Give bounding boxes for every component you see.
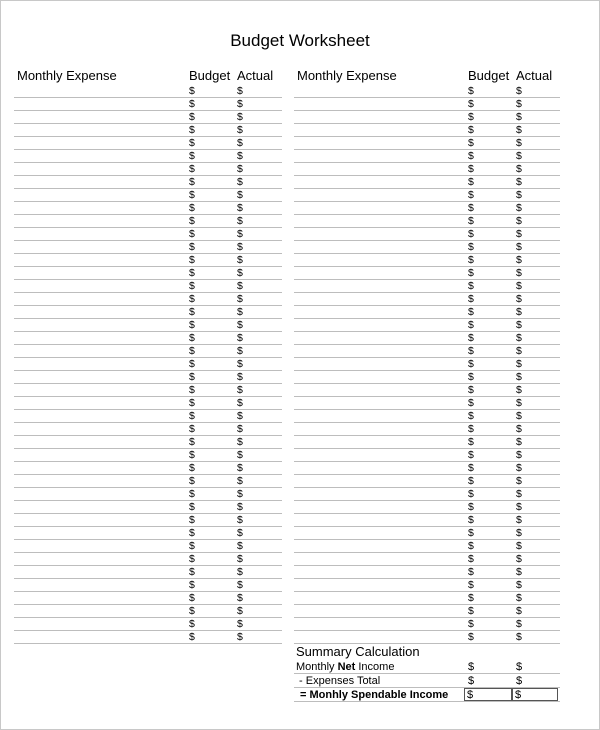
left-expense-row[interactable] xyxy=(14,202,282,215)
left-actual-cell[interactable]: $ xyxy=(237,436,243,448)
left-budget-cell[interactable]: $ xyxy=(189,163,195,175)
right-expense-row[interactable] xyxy=(294,566,560,579)
summary-spendable-row xyxy=(294,689,560,702)
right-budget-cell[interactable]: $ xyxy=(468,176,474,188)
right-actual-cell[interactable]: $ xyxy=(516,228,522,240)
left-expense-row[interactable] xyxy=(14,514,282,527)
right-expense-row[interactable] xyxy=(294,137,560,150)
left-expense-row[interactable] xyxy=(14,137,282,150)
left-budget-cell[interactable]: $ xyxy=(189,280,195,292)
spendable-income-label: = Monhly Spendable Income xyxy=(300,689,449,701)
left-budget-cell[interactable]: $ xyxy=(189,228,195,240)
right-budget-cell[interactable]: $ xyxy=(468,332,474,344)
right-budget-cell[interactable]: $ xyxy=(468,475,474,487)
left-expense-row[interactable] xyxy=(14,592,282,605)
right-expense-row[interactable] xyxy=(294,579,560,592)
right-budget-cell[interactable]: $ xyxy=(468,98,474,110)
left-expense-row[interactable] xyxy=(14,618,282,631)
left-expense-row[interactable] xyxy=(14,371,282,384)
right-actual-cell[interactable]: $ xyxy=(516,241,522,253)
left-budget-cell[interactable]: $ xyxy=(189,605,195,617)
left-budget-cell[interactable]: $ xyxy=(189,475,195,487)
left-actual-cell[interactable]: $ xyxy=(237,176,243,188)
right-actual-cell[interactable]: $ xyxy=(516,397,522,409)
right-actual-cell[interactable]: $ xyxy=(516,137,522,149)
left-budget-cell[interactable]: $ xyxy=(189,254,195,266)
right-expense-row[interactable] xyxy=(294,280,560,293)
left-expense-row[interactable] xyxy=(14,254,282,267)
right-expense-header: Monthly Expense xyxy=(297,68,397,83)
left-actual-cell[interactable]: $ xyxy=(237,540,243,552)
left-budget-cell[interactable]: $ xyxy=(189,345,195,357)
right-actual-cell[interactable]: $ xyxy=(516,449,522,461)
right-budget-cell[interactable]: $ xyxy=(468,85,474,97)
left-expense-row[interactable] xyxy=(14,475,282,488)
right-expense-row[interactable] xyxy=(294,124,560,137)
right-actual-cell[interactable]: $ xyxy=(516,111,522,123)
right-actual-cell[interactable]: $ xyxy=(516,358,522,370)
left-expense-row[interactable] xyxy=(14,150,282,163)
page-title: Budget Worksheet xyxy=(230,31,370,50)
left-expense-header: Monthly Expense xyxy=(17,68,117,83)
right-expense-row[interactable] xyxy=(294,150,560,163)
left-actual-cell[interactable]: $ xyxy=(237,501,243,513)
left-actual-cell[interactable]: $ xyxy=(237,384,243,396)
left-budget-cell[interactable]: $ xyxy=(189,488,195,500)
left-budget-cell[interactable]: $ xyxy=(189,553,195,565)
right-expense-row[interactable] xyxy=(294,176,560,189)
left-budget-cell[interactable]: $ xyxy=(189,150,195,162)
right-budget-cell[interactable]: $ xyxy=(468,371,474,383)
right-budget-cell[interactable]: $ xyxy=(468,215,474,227)
left-expense-table xyxy=(14,68,282,644)
left-budget-cell[interactable]: $ xyxy=(189,202,195,214)
right-expense-row[interactable] xyxy=(294,371,560,384)
right-expense-row[interactable] xyxy=(294,189,560,202)
right-actual-cell[interactable]: $ xyxy=(516,540,522,552)
right-budget-cell[interactable]: $ xyxy=(468,605,474,617)
right-budget-cell[interactable]: $ xyxy=(468,345,474,357)
left-table-rows xyxy=(14,85,282,644)
right-expense-row[interactable] xyxy=(294,111,560,124)
left-expense-row[interactable] xyxy=(14,436,282,449)
left-budget-cell[interactable]: $ xyxy=(189,527,195,539)
left-budget-cell[interactable]: $ xyxy=(189,319,195,331)
left-budget-cell[interactable]: $ xyxy=(189,540,195,552)
left-budget-cell[interactable]: $ xyxy=(189,358,195,370)
right-budget-cell[interactable]: $ xyxy=(468,358,474,370)
right-expense-row[interactable] xyxy=(294,527,560,540)
left-expense-row[interactable] xyxy=(14,85,282,98)
right-budget-cell[interactable]: $ xyxy=(468,553,474,565)
left-expense-row[interactable] xyxy=(14,332,282,345)
left-actual-cell[interactable]: $ xyxy=(237,605,243,617)
right-expense-row[interactable] xyxy=(294,241,560,254)
right-expense-row[interactable] xyxy=(294,85,560,98)
right-expense-row[interactable] xyxy=(294,202,560,215)
right-actual-cell[interactable]: $ xyxy=(516,124,522,136)
right-expense-table xyxy=(294,68,560,644)
right-budget-cell[interactable]: $ xyxy=(468,202,474,214)
right-budget-cell[interactable]: $ xyxy=(468,631,474,643)
left-actual-cell[interactable]: $ xyxy=(237,475,243,487)
right-expense-row[interactable] xyxy=(294,254,560,267)
left-actual-cell[interactable]: $ xyxy=(237,228,243,240)
right-actual-cell[interactable]: $ xyxy=(516,631,522,643)
left-expense-row[interactable] xyxy=(14,527,282,540)
right-actual-cell[interactable]: $ xyxy=(516,618,522,630)
right-expense-row[interactable] xyxy=(294,462,560,475)
left-budget-cell[interactable]: $ xyxy=(189,410,195,422)
right-actual-cell[interactable]: $ xyxy=(516,592,522,604)
left-expense-row[interactable] xyxy=(14,540,282,553)
right-expense-row[interactable] xyxy=(294,163,560,176)
right-expense-row[interactable] xyxy=(294,592,560,605)
left-expense-row[interactable] xyxy=(14,579,282,592)
left-expense-row[interactable] xyxy=(14,319,282,332)
right-budget-cell[interactable]: $ xyxy=(468,397,474,409)
left-expense-row[interactable] xyxy=(14,111,282,124)
right-expense-row[interactable] xyxy=(294,306,560,319)
right-actual-header: Actual xyxy=(516,68,553,83)
left-actual-cell[interactable]: $ xyxy=(237,423,243,435)
right-actual-cell[interactable]: $ xyxy=(516,488,522,500)
left-expense-row[interactable] xyxy=(14,410,282,423)
right-expense-row[interactable] xyxy=(294,618,560,631)
right-expense-row[interactable] xyxy=(294,475,560,488)
right-actual-cell[interactable]: $ xyxy=(516,306,522,318)
right-actual-cell[interactable]: $ xyxy=(516,475,522,487)
left-actual-cell[interactable]: $ xyxy=(237,592,243,604)
left-expense-row[interactable] xyxy=(14,306,282,319)
right-actual-cell[interactable]: $ xyxy=(516,605,522,617)
right-table-header xyxy=(294,68,560,84)
left-budget-cell[interactable]: $ xyxy=(189,306,195,318)
right-budget-cell[interactable]: $ xyxy=(468,540,474,552)
right-actual-cell[interactable]: $ xyxy=(516,215,522,227)
right-expense-row[interactable] xyxy=(294,215,560,228)
right-expense-row[interactable] xyxy=(294,267,560,280)
right-budget-cell[interactable]: $ xyxy=(468,618,474,630)
right-budget-cell[interactable]: $ xyxy=(468,319,474,331)
right-actual-cell[interactable]: $ xyxy=(516,163,522,175)
left-budget-cell[interactable]: $ xyxy=(189,631,195,643)
spendable-actual-cell[interactable]: $ xyxy=(515,689,522,701)
right-actual-cell[interactable]: $ xyxy=(516,384,522,396)
left-actual-cell[interactable]: $ xyxy=(237,189,243,201)
left-actual-cell[interactable]: $ xyxy=(237,98,243,110)
left-budget-cell[interactable]: $ xyxy=(189,215,195,227)
left-actual-cell[interactable]: $ xyxy=(237,267,243,279)
right-expense-row[interactable] xyxy=(294,540,560,553)
left-actual-cell[interactable]: $ xyxy=(237,137,243,149)
right-budget-cell[interactable]: $ xyxy=(468,592,474,604)
left-actual-cell[interactable]: $ xyxy=(237,566,243,578)
left-actual-cell[interactable]: $ xyxy=(237,553,243,565)
left-expense-row[interactable] xyxy=(14,215,282,228)
right-expense-row[interactable] xyxy=(294,631,560,644)
net-income-label: Monthly Net Income xyxy=(296,661,395,673)
left-actual-cell[interactable]: $ xyxy=(237,241,243,253)
left-budget-cell[interactable]: $ xyxy=(189,436,195,448)
right-actual-cell[interactable]: $ xyxy=(516,189,522,201)
left-budget-cell[interactable]: $ xyxy=(189,592,195,604)
right-budget-cell[interactable]: $ xyxy=(468,501,474,513)
right-actual-cell[interactable]: $ xyxy=(516,566,522,578)
right-expense-row[interactable] xyxy=(294,488,560,501)
left-budget-cell[interactable]: $ xyxy=(189,514,195,526)
right-actual-cell[interactable]: $ xyxy=(516,527,522,539)
left-budget-cell[interactable]: $ xyxy=(189,371,195,383)
left-actual-cell[interactable]: $ xyxy=(237,293,243,305)
right-budget-header: Budget xyxy=(468,68,510,83)
summary-calculation xyxy=(294,644,560,702)
left-expense-row[interactable] xyxy=(14,163,282,176)
right-budget-cell[interactable]: $ xyxy=(468,579,474,591)
left-actual-cell[interactable]: $ xyxy=(237,488,243,500)
left-expense-row[interactable] xyxy=(14,358,282,371)
left-actual-cell[interactable]: $ xyxy=(237,358,243,370)
left-expense-row[interactable] xyxy=(14,553,282,566)
right-budget-cell[interactable]: $ xyxy=(468,449,474,461)
left-budget-header: Budget xyxy=(189,68,231,83)
right-budget-cell[interactable]: $ xyxy=(468,254,474,266)
left-budget-cell[interactable]: $ xyxy=(189,111,195,123)
left-budget-cell[interactable]: $ xyxy=(189,293,195,305)
left-actual-cell[interactable]: $ xyxy=(237,371,243,383)
right-actual-cell[interactable]: $ xyxy=(516,501,522,513)
left-actual-cell[interactable]: $ xyxy=(237,202,243,214)
right-expense-row[interactable] xyxy=(294,228,560,241)
right-actual-cell[interactable]: $ xyxy=(516,371,522,383)
right-budget-cell[interactable]: $ xyxy=(468,293,474,305)
right-budget-cell[interactable]: $ xyxy=(468,163,474,175)
summary-expenses-row xyxy=(294,675,560,688)
right-budget-cell[interactable]: $ xyxy=(468,241,474,253)
left-budget-cell[interactable]: $ xyxy=(189,332,195,344)
right-budget-cell[interactable]: $ xyxy=(468,436,474,448)
left-budget-cell[interactable]: $ xyxy=(189,137,195,149)
right-expense-row[interactable] xyxy=(294,553,560,566)
right-expense-row[interactable] xyxy=(294,605,560,618)
left-actual-cell[interactable]: $ xyxy=(237,397,243,409)
right-actual-cell[interactable]: $ xyxy=(516,345,522,357)
right-actual-cell[interactable]: $ xyxy=(516,280,522,292)
right-budget-cell[interactable]: $ xyxy=(468,423,474,435)
right-actual-cell[interactable]: $ xyxy=(516,202,522,214)
right-budget-cell[interactable]: $ xyxy=(468,111,474,123)
right-actual-cell[interactable]: $ xyxy=(516,514,522,526)
right-expense-row[interactable] xyxy=(294,345,560,358)
left-actual-cell[interactable]: $ xyxy=(237,124,243,136)
right-actual-cell[interactable]: $ xyxy=(516,150,522,162)
left-expense-row[interactable] xyxy=(14,384,282,397)
spendable-budget-cell[interactable]: $ xyxy=(467,689,474,701)
net-income-actual-cell[interactable]: $ xyxy=(516,661,523,673)
left-actual-cell[interactable]: $ xyxy=(237,215,243,227)
right-actual-cell[interactable]: $ xyxy=(516,423,522,435)
left-actual-cell[interactable]: $ xyxy=(237,319,243,331)
right-table-rows xyxy=(294,85,560,644)
left-budget-cell[interactable]: $ xyxy=(189,124,195,136)
left-expense-row[interactable] xyxy=(14,397,282,410)
right-budget-cell[interactable]: $ xyxy=(468,410,474,422)
left-budget-cell[interactable]: $ xyxy=(189,501,195,513)
right-budget-cell[interactable]: $ xyxy=(468,137,474,149)
right-actual-cell[interactable]: $ xyxy=(516,332,522,344)
summary-title: Summary Calculation xyxy=(296,644,420,659)
right-budget-cell[interactable]: $ xyxy=(468,306,474,318)
right-actual-cell[interactable]: $ xyxy=(516,436,522,448)
left-actual-cell[interactable]: $ xyxy=(237,462,243,474)
net-income-budget-cell[interactable]: $ xyxy=(468,661,475,673)
right-budget-cell[interactable]: $ xyxy=(468,189,474,201)
right-expense-row[interactable] xyxy=(294,423,560,436)
right-budget-cell[interactable]: $ xyxy=(468,462,474,474)
left-table-header xyxy=(14,68,282,84)
right-expense-row[interactable] xyxy=(294,397,560,410)
left-actual-cell[interactable]: $ xyxy=(237,449,243,461)
right-expense-row[interactable] xyxy=(294,410,560,423)
left-actual-cell[interactable]: $ xyxy=(237,85,243,97)
right-expense-row[interactable] xyxy=(294,293,560,306)
expenses-total-actual-cell[interactable]: $ xyxy=(516,675,523,687)
right-expense-row[interactable] xyxy=(294,449,560,462)
left-actual-cell[interactable]: $ xyxy=(237,306,243,318)
right-expense-row[interactable] xyxy=(294,319,560,332)
right-budget-cell[interactable]: $ xyxy=(468,514,474,526)
left-expense-row[interactable] xyxy=(14,605,282,618)
left-expense-row[interactable] xyxy=(14,462,282,475)
left-budget-cell[interactable]: $ xyxy=(189,397,195,409)
right-budget-cell[interactable]: $ xyxy=(468,566,474,578)
left-expense-row[interactable] xyxy=(14,267,282,280)
left-budget-cell[interactable]: $ xyxy=(189,618,195,630)
left-actual-cell[interactable]: $ xyxy=(237,631,243,643)
expenses-total-label: - Expenses Total xyxy=(296,675,381,687)
right-budget-cell[interactable]: $ xyxy=(468,384,474,396)
left-expense-row[interactable] xyxy=(14,228,282,241)
expenses-total-budget-cell[interactable]: $ xyxy=(468,675,475,687)
right-actual-cell[interactable]: $ xyxy=(516,319,522,331)
right-expense-row[interactable] xyxy=(294,501,560,514)
left-expense-row[interactable] xyxy=(14,631,282,644)
left-budget-cell[interactable]: $ xyxy=(189,98,195,110)
left-actual-header: Actual xyxy=(237,68,274,83)
right-expense-row[interactable] xyxy=(294,98,560,111)
left-actual-cell[interactable]: $ xyxy=(237,332,243,344)
left-budget-cell[interactable]: $ xyxy=(189,566,195,578)
left-expense-row[interactable] xyxy=(14,449,282,462)
right-actual-cell[interactable]: $ xyxy=(516,410,522,422)
left-expense-row[interactable] xyxy=(14,293,282,306)
summary-net-income-row xyxy=(294,661,560,674)
left-budget-cell[interactable]: $ xyxy=(189,384,195,396)
left-actual-cell[interactable]: $ xyxy=(237,579,243,591)
left-actual-cell[interactable]: $ xyxy=(237,150,243,162)
right-budget-cell[interactable]: $ xyxy=(468,228,474,240)
left-budget-cell[interactable]: $ xyxy=(189,267,195,279)
right-actual-cell[interactable]: $ xyxy=(516,176,522,188)
right-actual-cell[interactable]: $ xyxy=(516,254,522,266)
left-expense-row[interactable] xyxy=(14,98,282,111)
left-budget-cell[interactable]: $ xyxy=(189,241,195,253)
left-actual-cell[interactable]: $ xyxy=(237,514,243,526)
left-expense-row[interactable] xyxy=(14,423,282,436)
left-budget-cell[interactable]: $ xyxy=(189,176,195,188)
right-budget-cell[interactable]: $ xyxy=(468,267,474,279)
left-expense-row[interactable] xyxy=(14,189,282,202)
left-budget-cell[interactable]: $ xyxy=(189,423,195,435)
right-budget-cell[interactable]: $ xyxy=(468,488,474,500)
left-expense-row[interactable] xyxy=(14,501,282,514)
right-budget-cell[interactable]: $ xyxy=(468,280,474,292)
right-actual-cell[interactable]: $ xyxy=(516,85,522,97)
left-budget-cell[interactable]: $ xyxy=(189,85,195,97)
left-actual-cell[interactable]: $ xyxy=(237,254,243,266)
right-actual-cell[interactable]: $ xyxy=(516,98,522,110)
left-expense-row[interactable] xyxy=(14,176,282,189)
left-expense-row[interactable] xyxy=(14,566,282,579)
right-budget-cell[interactable]: $ xyxy=(468,124,474,136)
left-actual-cell[interactable]: $ xyxy=(237,280,243,292)
left-budget-cell[interactable]: $ xyxy=(189,579,195,591)
right-actual-cell[interactable]: $ xyxy=(516,553,522,565)
left-expense-row[interactable] xyxy=(14,241,282,254)
right-expense-row[interactable] xyxy=(294,436,560,449)
right-expense-row[interactable] xyxy=(294,358,560,371)
right-expense-row[interactable] xyxy=(294,332,560,345)
left-actual-cell[interactable]: $ xyxy=(237,527,243,539)
right-expense-row[interactable] xyxy=(294,514,560,527)
left-budget-cell[interactable]: $ xyxy=(189,462,195,474)
right-actual-cell[interactable]: $ xyxy=(516,462,522,474)
left-expense-row[interactable] xyxy=(14,124,282,137)
left-budget-cell[interactable]: $ xyxy=(189,189,195,201)
right-actual-cell[interactable]: $ xyxy=(516,267,522,279)
left-expense-row[interactable] xyxy=(14,488,282,501)
left-budget-cell[interactable]: $ xyxy=(189,449,195,461)
left-actual-cell[interactable]: $ xyxy=(237,163,243,175)
right-budget-cell[interactable]: $ xyxy=(468,527,474,539)
left-expense-row[interactable] xyxy=(14,280,282,293)
left-actual-cell[interactable]: $ xyxy=(237,111,243,123)
left-actual-cell[interactable]: $ xyxy=(237,345,243,357)
left-expense-row[interactable] xyxy=(14,345,282,358)
right-budget-cell[interactable]: $ xyxy=(468,150,474,162)
right-actual-cell[interactable]: $ xyxy=(516,579,522,591)
right-actual-cell[interactable]: $ xyxy=(516,293,522,305)
left-actual-cell[interactable]: $ xyxy=(237,410,243,422)
right-expense-row[interactable] xyxy=(294,384,560,397)
left-actual-cell[interactable]: $ xyxy=(237,618,243,630)
